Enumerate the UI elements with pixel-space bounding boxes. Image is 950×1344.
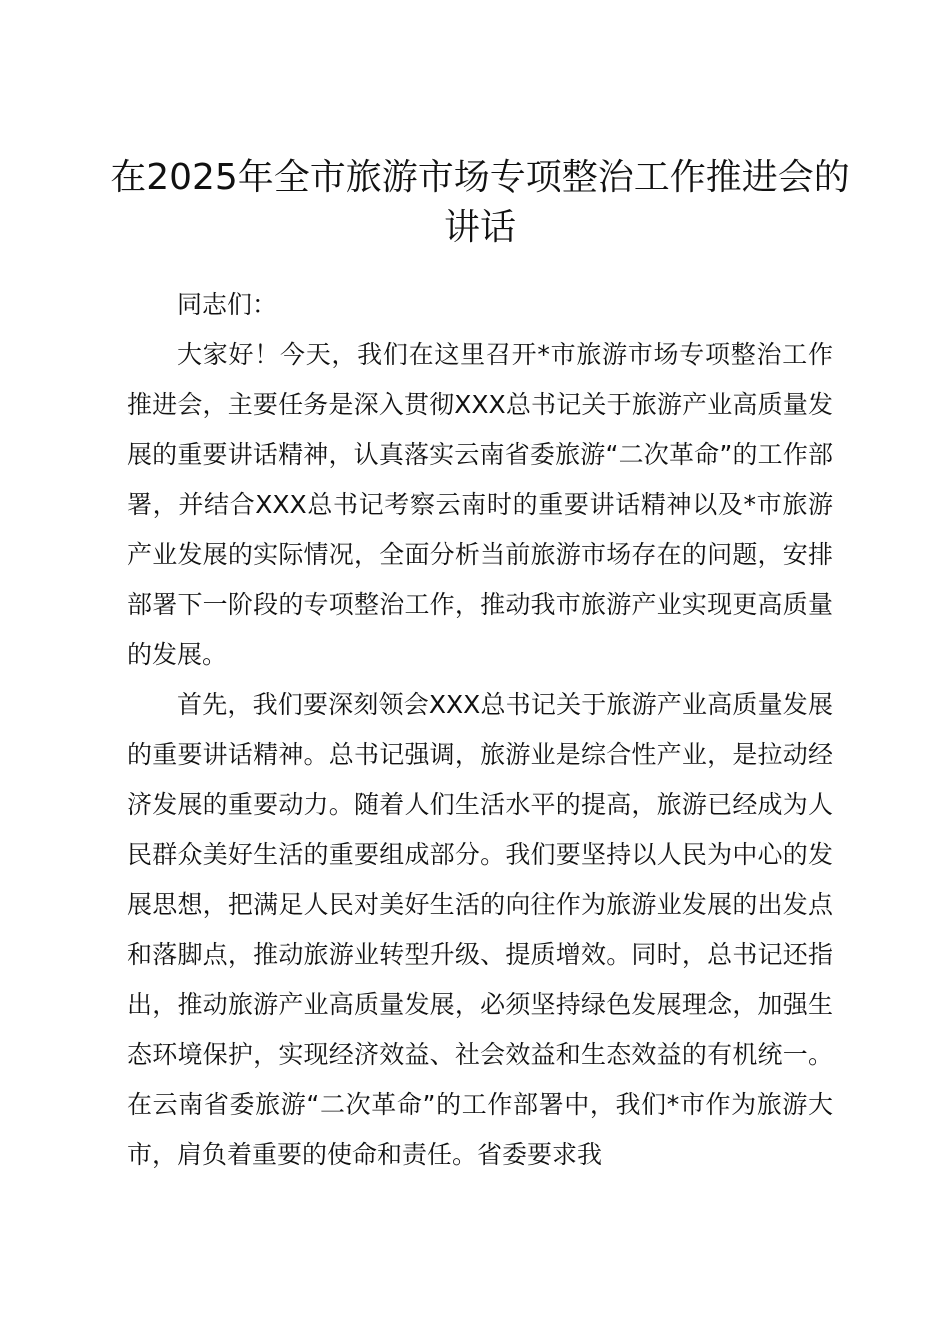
document-title: 在2025年全市旅游市场专项整治工作推进会的讲话 <box>110 157 850 248</box>
paragraph-1: 大家好！今天，我们在这里召开*市旅游市场专项整治工作推进会，主要任务是深入贯彻XXX总书记关于旅游产业高质量发展的重要讲话精神，认真落实云南省委旅游“二次革命”的工作部署，并结合XXX总书记考察云南时的重要讲话精神以及*市旅游产业发展的实际情况，全面分析当前旅游市场存在的问题，安排部署下一阶段的专项整治工作，推动我市旅游产业实现更高质量的发展。 <box>127 340 833 669</box>
document-body <box>127 280 833 1180</box>
salutation: 同志们： <box>177 290 278 319</box>
paragraph-2: 首先，我们要深刻领会XXX总书记关于旅游产业高质量发展的重要讲话精神。总书记强调，旅游业是综合性产业，是拉动经济发展的重要动力。随着人们生活水平的提高，旅游已经成为人民群众美好生活的重要组成部分。我们要坚持以人民为中心的发展思想，把满足人民对美好生活的向往作为旅游业发展的出发点和落脚点，推动旅游业转型升级、提质增效。同时，总书记还指出，推动旅游产业高质量发展，必须坚持绿色发展理念，加强生态环境保护，实现经济效益、社会效益和生态效益的有机统一。在云南省委旅游“二次革命”的工作部署中，我们*市作为旅游大市，肩负着重要的使命和责任。省委要求我 <box>127 690 833 1169</box>
